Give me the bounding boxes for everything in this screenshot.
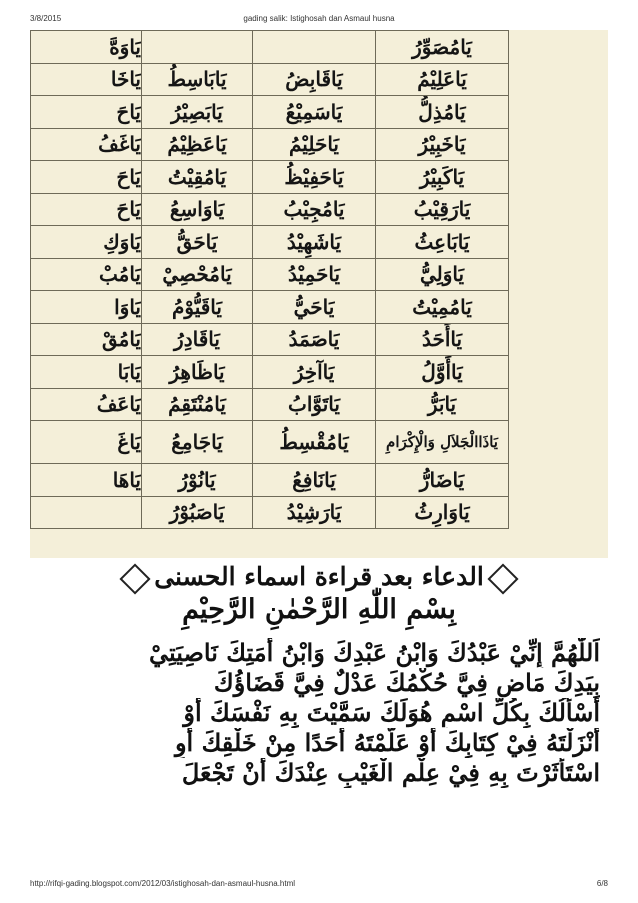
- table-cell: يَامُبْ: [31, 258, 142, 291]
- table-cell: يَانَافِعُ: [253, 464, 376, 497]
- table-cell: يَاوَارِثُ: [376, 496, 509, 529]
- table-row: [31, 388, 509, 421]
- table-cell: يَاصَمَدُ: [253, 323, 376, 356]
- dua-title-text: الدعاء بعد قراءة اسماء الحسنى: [154, 562, 484, 591]
- source-url: http://rifqi-gading.blogspot.com/2012/03/istighosah-dan-asmaul-husna.html: [30, 879, 296, 888]
- table-cell: يَامُمِيْتُ: [376, 291, 509, 324]
- table-row: [31, 421, 509, 464]
- table-cell: يَاذَاالْجَلاَلِ وَالْإِكْرَامِ: [376, 421, 509, 464]
- table-row: [31, 96, 509, 129]
- table-cell: يَاغَ: [31, 421, 142, 464]
- table-cell: يَاخَبِيْرُ: [376, 128, 509, 161]
- table-cell: يَاشَهِيْدُ: [253, 226, 376, 259]
- print-page-title: gading salik: Istighosah dan Asmaul husna: [243, 14, 395, 23]
- table-cell: [142, 31, 253, 64]
- table-cell: يَامُصَوِّرُ: [376, 31, 509, 64]
- table-cell: يَاغَفُ: [31, 128, 142, 161]
- table-cell: يَاقَيُّوْمُ: [142, 291, 253, 324]
- table-cell: يَاوَلِيُّ: [376, 258, 509, 291]
- table-cell: يَامُنْتَقِمُ: [142, 388, 253, 421]
- table-cell: يَابَصِيْرُ: [142, 96, 253, 129]
- table-cell: يَاجَامِعُ: [142, 421, 253, 464]
- table-cell: يَابَا: [31, 356, 142, 389]
- table-cell: يَاسَمِيْعُ: [253, 96, 376, 129]
- table-cell: يَامُحْصِيْ: [142, 258, 253, 291]
- table-row: [31, 464, 509, 497]
- table-row: [31, 226, 509, 259]
- table-row: [31, 31, 509, 64]
- table-cell: يَامُذِلُّ: [376, 96, 509, 129]
- table-cell: يَاحَمِيْدُ: [253, 258, 376, 291]
- table-cell: يَاخَا: [31, 63, 142, 96]
- table-cell: يَابَاسِطُ: [142, 63, 253, 96]
- dua-text: [42, 638, 600, 788]
- table-cell: يَاأَحَدُ: [376, 323, 509, 356]
- table-cell: يَاظَاهِرُ: [142, 356, 253, 389]
- table-cell: يَاعَظِيْمُ: [142, 128, 253, 161]
- table-row: [31, 258, 509, 291]
- table-cell: يَاحَقُّ: [142, 226, 253, 259]
- table-cell: يَاوَا: [31, 291, 142, 324]
- table-row: [31, 193, 509, 226]
- table-cell: يَاكَبِيْرُ: [376, 161, 509, 194]
- table-cell: يَامُجِيْبُ: [253, 193, 376, 226]
- table-cell: يَارَشِيْدُ: [253, 496, 376, 529]
- table-cell: يَارَقِيْبُ: [376, 193, 509, 226]
- dua-line: أَسْأَلُكَ بِكُلِّ اسْمٍ هُوَلَكَ سَمَّيْتَ بِهِ نَفْسَكَ أَوْ: [183, 698, 600, 727]
- table-cell: يَامُقْ: [31, 323, 142, 356]
- table-row: [31, 323, 509, 356]
- table-row: [31, 128, 509, 161]
- page-number: 6/8: [596, 879, 608, 888]
- table-cell: يَاصَبُوْرُ: [142, 496, 253, 529]
- table-cell: يَامُقِيْتُ: [142, 161, 253, 194]
- table-row: [31, 356, 509, 389]
- print-date: 3/8/2015: [30, 14, 62, 23]
- table-cell: يَاحَ: [31, 193, 142, 226]
- table-cell: يَاأَوَّلُ: [376, 356, 509, 389]
- ornament-icon: [487, 563, 518, 594]
- table-cell: يَاتَوَّابُ: [253, 388, 376, 421]
- table-cell: يَاقَادِرُ: [142, 323, 253, 356]
- table-cell: يَاحَفِيْظُ: [253, 161, 376, 194]
- table-cell: يَاوَهَّ: [31, 31, 142, 64]
- table-cell: يَاقَابِضُ: [253, 63, 376, 96]
- bismillah: بِسْمِ اللّٰهِ الرَّحْمٰنِ الرَّحِيْمِ: [182, 594, 456, 625]
- table-cell: يَاضَارُّ: [376, 464, 509, 497]
- table-cell: يَاحَ: [31, 96, 142, 129]
- table-cell: يَامُقْسِطُ: [253, 421, 376, 464]
- asmaul-husna-table: [30, 30, 509, 529]
- table-cell: [253, 31, 376, 64]
- dua-title: [30, 562, 608, 591]
- table-cell: يَاهَا: [31, 464, 142, 497]
- asmaul-husna-table-scan: [30, 30, 608, 558]
- table-row: [31, 291, 509, 324]
- table-row: [31, 63, 509, 96]
- table-cell: يَاوَكِ: [31, 226, 142, 259]
- table-cell: يَاوَاسِعُ: [142, 193, 253, 226]
- table-cell: يَاعَفُ: [31, 388, 142, 421]
- table-row: [31, 161, 509, 194]
- table-cell: يَابَاعِثُ: [376, 226, 509, 259]
- ornament-icon: [120, 563, 151, 594]
- table-cell: يَاآخِرُ: [253, 356, 376, 389]
- dua-line: اسْتَأْثَرْتَ بِهِ فِيْ عِلْمِ الْغَيْبِ عِنْدَكَ أَنْ تَجْعَلَ: [181, 758, 600, 787]
- dua-line: أَنْزَلْتَهُ فِيْ كِتَابِكَ أَوْ عَلَّمْتَهُ أَحَدًا مِنْ خَلْقِكَ أَوِ: [174, 728, 600, 757]
- dua-line: بِيَدِكَ مَاضٍ فِيَّ حُكْمُكَ عَدْلٌ فِيَّ قَضَاؤُكَ: [213, 668, 600, 697]
- table-row: [31, 496, 509, 529]
- table-cell: يَاحَلِيْمُ: [253, 128, 376, 161]
- dua-section: [30, 558, 608, 812]
- table-cell: يَابَرُّ: [376, 388, 509, 421]
- table-cell: يَاحَيُّ: [253, 291, 376, 324]
- table-cell: يَاعَلِيْمُ: [376, 63, 509, 96]
- table-cell: يَانُوْرُ: [142, 464, 253, 497]
- table-cell: [31, 496, 142, 529]
- dua-line: اَللّٰهُمَّ إِنِّيْ عَبْدُكَ وَابْنُ عَبْدِكَ وَابْنُ أَمَتِكَ نَاصِيَتِيْ: [149, 638, 600, 667]
- table-cell: يَاحَ: [31, 161, 142, 194]
